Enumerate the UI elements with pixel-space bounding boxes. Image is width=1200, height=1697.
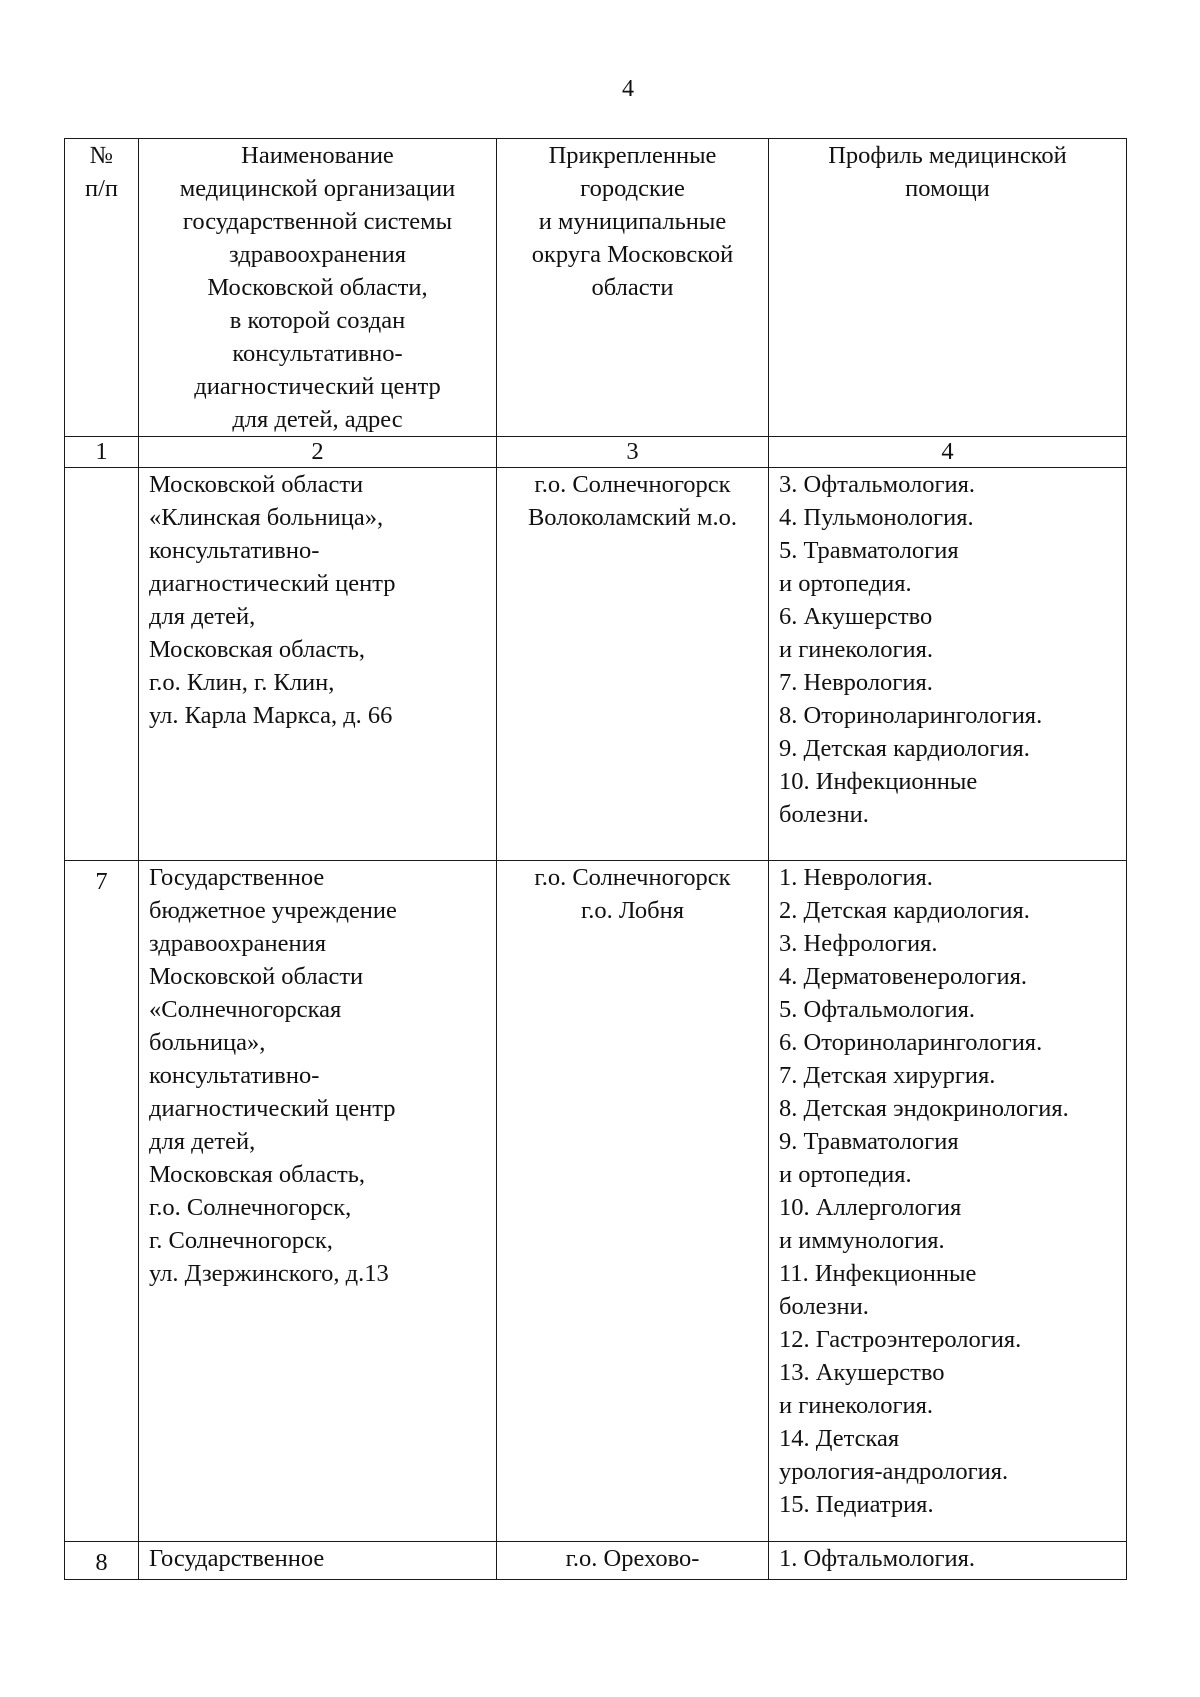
profile-item: болезни.: [779, 1293, 869, 1320]
district-line: г.о. Солнечногорск: [534, 864, 731, 891]
profile-item: 3. Нефрология.: [779, 930, 938, 957]
row-number: 8: [65, 1542, 139, 1580]
header-line: области: [591, 274, 674, 301]
organization-line: консультативно-: [149, 1062, 320, 1089]
organization-line: бюджетное учреждение: [149, 897, 397, 924]
organization-line: «Солнечногорская: [149, 996, 342, 1023]
district-line: г.о. Орехово-: [565, 1545, 700, 1572]
organization-line: Государственное: [149, 1545, 325, 1572]
organization-line: Московская область,: [149, 1161, 366, 1188]
column-number: 3: [497, 437, 769, 468]
profile-item: 9. Детская кардиология.: [779, 735, 1030, 762]
profile-item: 14. Детская: [779, 1425, 900, 1452]
organization-line: ул. Карла Маркса, д. 66: [149, 702, 393, 729]
row-number: 7: [65, 861, 139, 1542]
header-districts: [497, 139, 769, 437]
profile-item: 6. Оториноларингология.: [779, 1029, 1043, 1056]
profile-item: 1. Неврология.: [779, 864, 933, 891]
header-line: Московской области,: [207, 274, 428, 301]
row-number: [65, 468, 139, 861]
profile-item: 10. Аллергология: [779, 1194, 962, 1221]
organization-line: для детей,: [149, 1128, 256, 1155]
organization-cell: [139, 1542, 497, 1580]
organization-line: Московской области: [149, 963, 364, 990]
column-number-row: [65, 437, 1127, 468]
organization-line: диагностический центр: [149, 570, 396, 597]
header-line: государственной системы: [182, 208, 453, 235]
profile-item: 6. Акушерство: [779, 603, 933, 630]
organization-line: для детей,: [149, 603, 256, 630]
table-row: [65, 1542, 1127, 1580]
districts-cell: [497, 861, 769, 1542]
organization-cell: [139, 861, 497, 1542]
organization-line: г.о. Солнечногорск,: [149, 1194, 352, 1221]
header-line: п/п: [84, 175, 119, 202]
header-line: округа Московской: [531, 241, 734, 268]
profile-item: 5. Травматология: [779, 537, 959, 564]
page-number: 4: [622, 76, 634, 102]
profile-cell: [769, 1542, 1127, 1580]
profile-item: 15. Педиатрия.: [779, 1491, 934, 1518]
district-line: г.о. Солнечногорск: [534, 471, 731, 498]
organization-line: «Клинская больница»,: [149, 504, 384, 531]
medical-centers-table: [64, 138, 1127, 1580]
organization-line: Московской области: [149, 471, 364, 498]
organization-line: больница»,: [149, 1029, 266, 1056]
district-line: Волоколамский м.о.: [527, 504, 738, 531]
header-line: здравоохранения: [229, 241, 406, 268]
header-line: для детей, адрес: [232, 406, 403, 433]
profile-item: 9. Травматология: [779, 1128, 959, 1155]
profile-item: 2. Детская кардиология.: [779, 897, 1030, 924]
district-line: г.о. Лобня: [580, 897, 684, 924]
header-line: и муниципальные: [538, 208, 727, 235]
column-number: 4: [769, 437, 1127, 468]
organization-line: ул. Дзержинского, д.13: [149, 1260, 389, 1287]
header-line: в которой создан: [229, 307, 406, 334]
profile-item: 11. Инфекционные: [779, 1260, 977, 1287]
header-line: диагностический центр: [194, 373, 441, 400]
header-line: консультативно-: [232, 340, 403, 367]
table-header-row: [65, 139, 1127, 437]
profile-item: и ортопедия.: [779, 1161, 912, 1188]
organization-line: консультативно-: [149, 537, 320, 564]
profile-item: и ортопедия.: [779, 570, 912, 597]
profile-item: 12. Гастроэнтерология.: [779, 1326, 1022, 1353]
profile-item: болезни.: [779, 801, 869, 828]
header-line: городские: [580, 175, 685, 202]
profile-item: 4. Дерматовенерология.: [779, 963, 1027, 990]
table-row: [65, 861, 1127, 1542]
profile-item: и гинекология.: [779, 636, 933, 663]
profile-item: 7. Детская хирургия.: [779, 1062, 996, 1089]
column-number: 2: [139, 437, 497, 468]
profile-item: и гинекология.: [779, 1392, 933, 1419]
profile-item: 7. Неврология.: [779, 669, 933, 696]
header-line: №: [89, 142, 114, 169]
profile-item: 8. Оториноларингология.: [779, 702, 1043, 729]
column-number: 1: [65, 437, 139, 468]
organization-line: Московская область,: [149, 636, 366, 663]
table-row: [65, 468, 1127, 861]
profile-item: урология-андрология.: [779, 1458, 1009, 1485]
organization-cell: [139, 468, 497, 861]
profile-item: 10. Инфекционные: [779, 768, 978, 795]
header-line: помощи: [905, 175, 990, 202]
header-line: Прикрепленные: [548, 142, 717, 169]
profile-item: 4. Пульмонология.: [779, 504, 974, 531]
profile-item: 1. Офтальмология.: [779, 1545, 976, 1572]
profile-item: 8. Детская эндокринология.: [779, 1095, 1069, 1122]
header-organization: [139, 139, 497, 437]
organization-line: Государственное: [149, 864, 325, 891]
header-profile: [769, 139, 1127, 437]
header-line: медицинской организации: [179, 175, 456, 202]
organization-line: здравоохранения: [149, 930, 326, 957]
profile-item: и иммунология.: [779, 1227, 945, 1254]
profile-cell: [769, 468, 1127, 861]
districts-cell: [497, 1542, 769, 1580]
organization-line: г.о. Клин, г. Клин,: [149, 669, 335, 696]
header-line: Профиль медицинской: [828, 142, 1067, 169]
header-line: Наименование: [241, 142, 394, 169]
organization-line: диагностический центр: [149, 1095, 396, 1122]
organization-line: г. Солнечногорск,: [149, 1227, 333, 1254]
districts-cell: [497, 468, 769, 861]
profile-item: 13. Акушерство: [779, 1359, 945, 1386]
header-number: [65, 139, 139, 437]
profile-item: 5. Офтальмология.: [779, 996, 976, 1023]
profile-item: 3. Офтальмология.: [779, 471, 976, 498]
profile-cell: [769, 861, 1127, 1542]
